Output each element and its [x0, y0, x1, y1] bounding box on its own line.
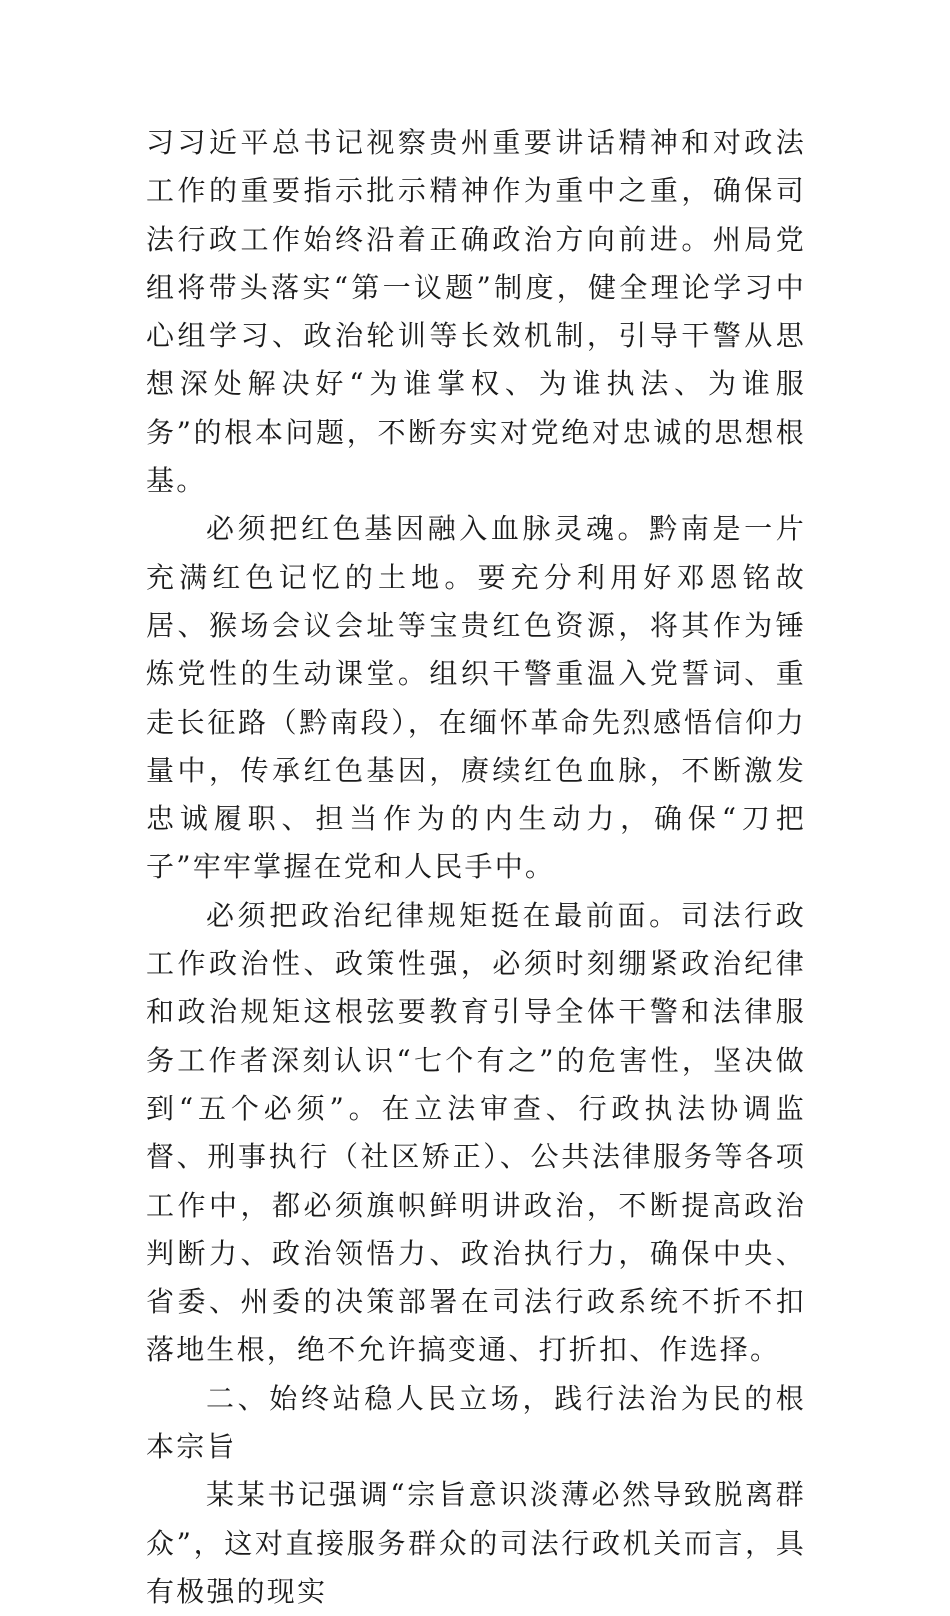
paragraph-red-gene: 必须把红色基因融入血脉灵魂。黔南是一片充满红色记忆的土地。要充分利用好邓恩铭故居、猴场会议会址等宝贵红色资源，将其作为锤炼党性的生动课堂。组织干警重温入党誓词、重走长征路（黔南段），在缅怀革命先烈感悟信仰力量中，传承红色基因，赓续红色血脉，不断激发忠诚履职、担当作为的内生动力，确保“刀把子”牢牢掌握在党和人民手中。: [146, 512, 806, 884]
paragraph-people-stance: 某某书记强调“宗旨意识淡薄必然导致脱离群众”，这对直接服务群众的司法行政机关而言，具有极强的现实: [146, 1478, 806, 1608]
paragraph-political-discipline: 必须把政治纪律规矩挺在最前面。司法行政工作政治性、政策性强，必须时刻绷紧政治纪律和政治规矩这根弦要教育引导全体干警和法律服务工作者深刻认识“七个有之”的危害性，坚决做到“五个必须”。在立法审查、行政执法协调监督、刑事执行（社区矫正）、公共法律服务等各项工作中，都必须旗帜鲜明讲政治，不断提高政治判断力、政治领悟力、政治执行力，确保中央、省委、州委的决策部署在司法行政系统不折不扣落地生根，绝不允许搞变通、打折扣、作选择。: [146, 898, 806, 1367]
paragraph-continuation: 习习近平总书记视察贵州重要讲话精神和对政法工作的重要指示批示精神作为重中之重，确保司法行政工作始终沿着正确政治方向前进。州局党组将带头落实“第一议题”制度，健全理论学习中心组学习、政治轮训等长效机制，引导干警从思想深处解决好“为谁掌权、为谁执法、为谁服务”的根本问题，不断夯实对党绝对忠诚的思想根基。: [146, 126, 806, 498]
document-body: [146, 119, 806, 1616]
section-heading: 二、始终站稳人民立场，践行法治为民的根本宗旨: [146, 1381, 806, 1464]
